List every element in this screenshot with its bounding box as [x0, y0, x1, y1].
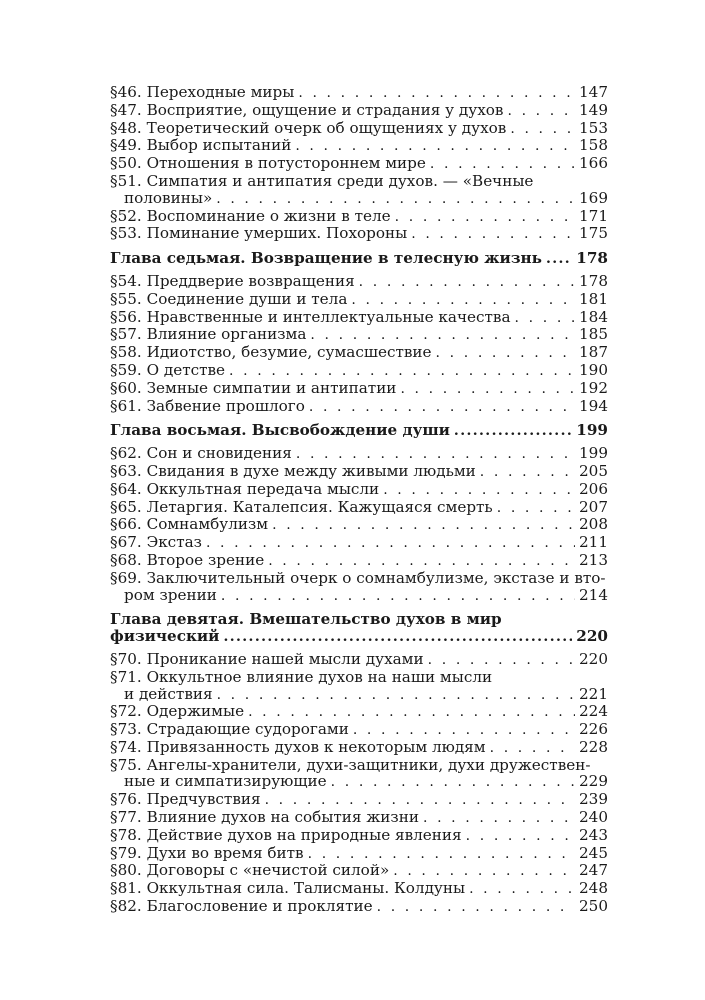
- dot-leader: [216, 191, 575, 208]
- dot-leader: [351, 292, 575, 309]
- dot-leader: [393, 863, 575, 880]
- entry-title: §77. Влияние духов на события жизни: [110, 808, 419, 827]
- page-number: 247: [579, 861, 608, 880]
- toc-line: [110, 120, 608, 138]
- entry-title: §66. Сомнамбулизм: [110, 515, 269, 534]
- entry-title: §47. Восприятие, ощущение и страдания у духов: [110, 100, 504, 119]
- dot-leader: [308, 846, 575, 863]
- page-number: 199: [576, 421, 608, 440]
- entry-title: §54. Преддверие возвращения: [110, 271, 355, 290]
- entry-title: §65. Летаргия. Каталепсия. Кажущаяся смерть: [110, 497, 493, 516]
- toc-entry: [110, 120, 608, 138]
- toc-line: [110, 380, 608, 398]
- entry-title: §82. Благословение и проклятие: [110, 897, 373, 916]
- dot-leader: [469, 881, 575, 898]
- toc-entry: [110, 137, 608, 155]
- toc-entry: [110, 898, 608, 916]
- toc-line: [110, 344, 608, 362]
- entry-title: §79. Духи во время битв: [110, 843, 304, 862]
- entry-title: §52. Воспоминание о жизни в теле: [110, 206, 391, 225]
- dot-leader: [298, 85, 575, 102]
- page-number: 228: [579, 737, 608, 756]
- entry-title: §73. Страдающие судорогами: [110, 720, 349, 739]
- entry-title: §61. Забвение прошлого: [110, 396, 305, 415]
- toc-line: [110, 250, 608, 268]
- toc-line: [110, 445, 608, 463]
- page-number: 158: [579, 136, 608, 155]
- entry-title: ные и симпатизирующие: [124, 772, 327, 791]
- page-number: 205: [579, 461, 608, 480]
- toc-entry: [110, 552, 608, 570]
- toc-line: [110, 611, 608, 628]
- toc-entry: [110, 398, 608, 416]
- page-number: 207: [579, 497, 608, 516]
- dot-leader: [272, 517, 575, 534]
- dot-leader: [309, 399, 575, 416]
- entry-title: §59. О детстве: [110, 360, 226, 379]
- page-number: 206: [579, 479, 608, 498]
- entry-title: §78. Действие духов на природные явления: [110, 825, 462, 844]
- toc-entry: [110, 827, 608, 845]
- page-number: 220: [579, 649, 608, 668]
- entry-title: §72. Одержимые: [110, 702, 245, 721]
- toc-line: [110, 398, 608, 416]
- page-number: 181: [579, 289, 608, 308]
- page-number: 211: [579, 533, 608, 552]
- page-number: 224: [579, 702, 608, 721]
- entry-title: §60. Земные симпатии и антипатии: [110, 378, 397, 397]
- page-number: 166: [579, 154, 608, 173]
- page-number: 185: [579, 325, 608, 344]
- dot-leader: [248, 704, 575, 721]
- page-number: 194: [579, 396, 608, 415]
- toc-entry: [110, 173, 608, 208]
- page-number: 149: [579, 100, 608, 119]
- page-number: 245: [579, 843, 608, 862]
- toc-line: [110, 773, 608, 791]
- toc-entry: [110, 362, 608, 380]
- toc-line: [110, 84, 608, 102]
- toc-line: [110, 208, 608, 226]
- entry-title: §56. Нравственные и интеллектуальные качества: [110, 307, 511, 326]
- page-number: 221: [579, 684, 608, 703]
- entry-title: §81. Оккультная сила. Талисманы. Колдуны: [110, 879, 466, 898]
- dot-leader: [515, 310, 575, 327]
- toc-line: [110, 326, 608, 344]
- toc-entry: [110, 225, 608, 243]
- toc-entry: [110, 757, 608, 792]
- chapter-title: Глава восьмая. Высвобождение души: [110, 421, 450, 440]
- toc-entry: [110, 703, 608, 721]
- page-number: 178: [576, 249, 608, 268]
- toc-entry: [110, 669, 608, 704]
- toc-entry: [110, 84, 608, 102]
- dot-leader: [359, 274, 575, 291]
- toc-line: [110, 309, 608, 327]
- entry-title: §68. Второе зрение: [110, 550, 265, 569]
- page-number: 190: [579, 360, 608, 379]
- toc-entry: [110, 721, 608, 739]
- toc-entry: [110, 499, 608, 517]
- toc-line: [110, 570, 608, 587]
- toc-line: [110, 552, 608, 570]
- page-number: 199: [579, 444, 608, 463]
- dot-leader: [411, 226, 575, 243]
- page-number: 250: [579, 897, 608, 916]
- toc-line: [110, 173, 608, 190]
- toc-entry: [110, 291, 608, 309]
- dot-leader: [480, 464, 575, 481]
- dot-leader: [497, 500, 575, 517]
- dot-leader: [546, 251, 572, 268]
- toc-entry: [110, 651, 608, 669]
- dot-leader: [265, 792, 575, 809]
- entry-title: §70. Проникание нашей мысли духами: [110, 649, 424, 668]
- dot-leader: [430, 156, 575, 173]
- entry-title: §49. Выбор испытаний: [110, 136, 292, 155]
- page-number: 184: [579, 307, 608, 326]
- toc-line: [110, 628, 608, 646]
- page-number: 147: [579, 83, 608, 101]
- dot-leader: [353, 722, 575, 739]
- page-number: 240: [579, 808, 608, 827]
- toc-line: [110, 827, 608, 845]
- toc-line: [110, 190, 608, 208]
- entry-title: §57. Влияние организма: [110, 325, 307, 344]
- dot-leader: [377, 899, 575, 916]
- entry-title: §55. Соединение души и тела: [110, 289, 348, 308]
- toc-entry: [110, 208, 608, 226]
- dot-leader: [428, 652, 575, 669]
- page-number: 171: [579, 206, 608, 225]
- page-number: 243: [579, 825, 608, 844]
- dot-leader: [423, 810, 575, 827]
- entry-title: §75. Ангелы-хранители, духи-защитники, духи дружествен-: [110, 755, 591, 774]
- dot-leader: [400, 381, 575, 398]
- toc-line: [110, 499, 608, 517]
- dot-leader: [268, 553, 575, 570]
- page-number: 169: [579, 188, 608, 207]
- entry-title: §51. Симпатия и антипатия среди духов. — «Вечные: [110, 171, 534, 190]
- toc-entry: [110, 445, 608, 463]
- toc-line: [110, 686, 608, 704]
- dot-leader: [206, 535, 575, 552]
- chapter-title: физический: [110, 627, 220, 646]
- toc-entry: [110, 809, 608, 827]
- page-number: 220: [576, 627, 608, 646]
- toc-line: [110, 422, 608, 440]
- toc-line: [110, 102, 608, 120]
- toc-line: [110, 898, 608, 916]
- chapter-heading: [110, 250, 608, 268]
- toc-entry: [110, 326, 608, 344]
- toc-line: [110, 516, 608, 534]
- toc-line: [110, 669, 608, 686]
- entry-title: и действия: [124, 684, 213, 703]
- entry-title: §80. Договоры с «нечистой силой»: [110, 861, 390, 880]
- toc-entry: [110, 309, 608, 327]
- toc-entry: [110, 273, 608, 291]
- page-number: 175: [579, 224, 608, 243]
- dot-leader: [310, 327, 575, 344]
- entry-title: §64. Оккультная передача мысли: [110, 479, 380, 498]
- toc-line: [110, 739, 608, 757]
- chapter-title: Глава седьмая. Возвращение в телесную жизнь: [110, 249, 542, 268]
- page-number: 208: [579, 515, 608, 534]
- dot-leader: [217, 687, 575, 704]
- toc-entry: [110, 463, 608, 481]
- page-number: 214: [579, 585, 608, 604]
- dot-leader: [510, 121, 575, 138]
- toc-line: [110, 791, 608, 809]
- entry-title: §63. Свидания в духе между живыми людьми: [110, 461, 476, 480]
- toc-entry: [110, 791, 608, 809]
- dot-leader: [395, 209, 575, 226]
- entry-title: §50. Отношения в потустороннем мире: [110, 154, 426, 173]
- toc-line: [110, 721, 608, 739]
- toc-line: [110, 587, 608, 605]
- page-number: 178: [579, 271, 608, 290]
- toc-entry: [110, 481, 608, 499]
- toc-entry: [110, 880, 608, 898]
- toc-line: [110, 757, 608, 774]
- dot-leader: [436, 345, 575, 362]
- entry-title: §67. Экстаз: [110, 533, 202, 552]
- toc-line: [110, 862, 608, 880]
- entry-title: §48. Теоретический очерк об ощущениях у духов: [110, 118, 507, 137]
- entry-title: §58. Идиотство, безумие, сумасшествие: [110, 343, 432, 362]
- page-number: 213: [579, 550, 608, 569]
- toc-line: [110, 225, 608, 243]
- toc-line: [110, 809, 608, 827]
- toc-entry: [110, 380, 608, 398]
- entry-title: §74. Привязанность духов к некоторым людям: [110, 737, 486, 756]
- table-of-contents: [110, 84, 608, 916]
- page-number: 153: [579, 118, 608, 137]
- toc-line: [110, 651, 608, 669]
- toc-line: [110, 137, 608, 155]
- page-number: 192: [579, 378, 608, 397]
- chapter-heading: [110, 611, 608, 646]
- toc-entry: [110, 155, 608, 173]
- page-number: 229: [579, 772, 608, 791]
- toc-line: [110, 463, 608, 481]
- toc-line: [110, 880, 608, 898]
- dot-leader: [383, 482, 575, 499]
- page-number: 239: [579, 790, 608, 809]
- dot-leader: [296, 446, 575, 463]
- toc-line: [110, 703, 608, 721]
- dot-leader: [223, 629, 572, 646]
- toc-entry: [110, 516, 608, 534]
- entry-title: §69. Заключительный очерк о сомнамбулизме, экстазе и вто-: [110, 568, 606, 587]
- toc-line: [110, 845, 608, 863]
- entry-title: половины»: [124, 188, 213, 207]
- toc-line: [110, 534, 608, 552]
- entry-title: §76. Предчувствия: [110, 790, 261, 809]
- dot-leader: [490, 740, 575, 757]
- toc-line: [110, 362, 608, 380]
- dot-leader: [331, 774, 575, 791]
- entry-title: §62. Сон и сновидения: [110, 444, 292, 463]
- toc-entry: [110, 739, 608, 757]
- dot-leader: [454, 423, 572, 440]
- toc-entry: [110, 344, 608, 362]
- toc-line: [110, 273, 608, 291]
- dot-leader: [466, 828, 575, 845]
- chapter-heading: [110, 422, 608, 440]
- dot-leader: [229, 363, 575, 380]
- toc-entry: [110, 570, 608, 605]
- entry-title: §46. Переходные миры: [110, 83, 295, 101]
- toc-entry: [110, 534, 608, 552]
- toc-line: [110, 155, 608, 173]
- toc-entry: [110, 102, 608, 120]
- chapter-title: Глава девятая. Вмешательство духов в мир: [110, 610, 502, 629]
- page-number: 187: [579, 343, 608, 362]
- page-number: 226: [579, 720, 608, 739]
- entry-title: ром зрении: [124, 585, 217, 604]
- toc-entry: [110, 862, 608, 880]
- dot-leader: [221, 588, 575, 605]
- page-number: 248: [579, 879, 608, 898]
- entry-title: §53. Поминание умерших. Похороны: [110, 224, 408, 243]
- dot-leader: [295, 138, 575, 155]
- toc-entry: [110, 845, 608, 863]
- entry-title: §71. Оккультное влияние духов на наши мысли: [110, 667, 493, 686]
- dot-leader: [507, 103, 575, 120]
- toc-line: [110, 291, 608, 309]
- toc-line: [110, 481, 608, 499]
